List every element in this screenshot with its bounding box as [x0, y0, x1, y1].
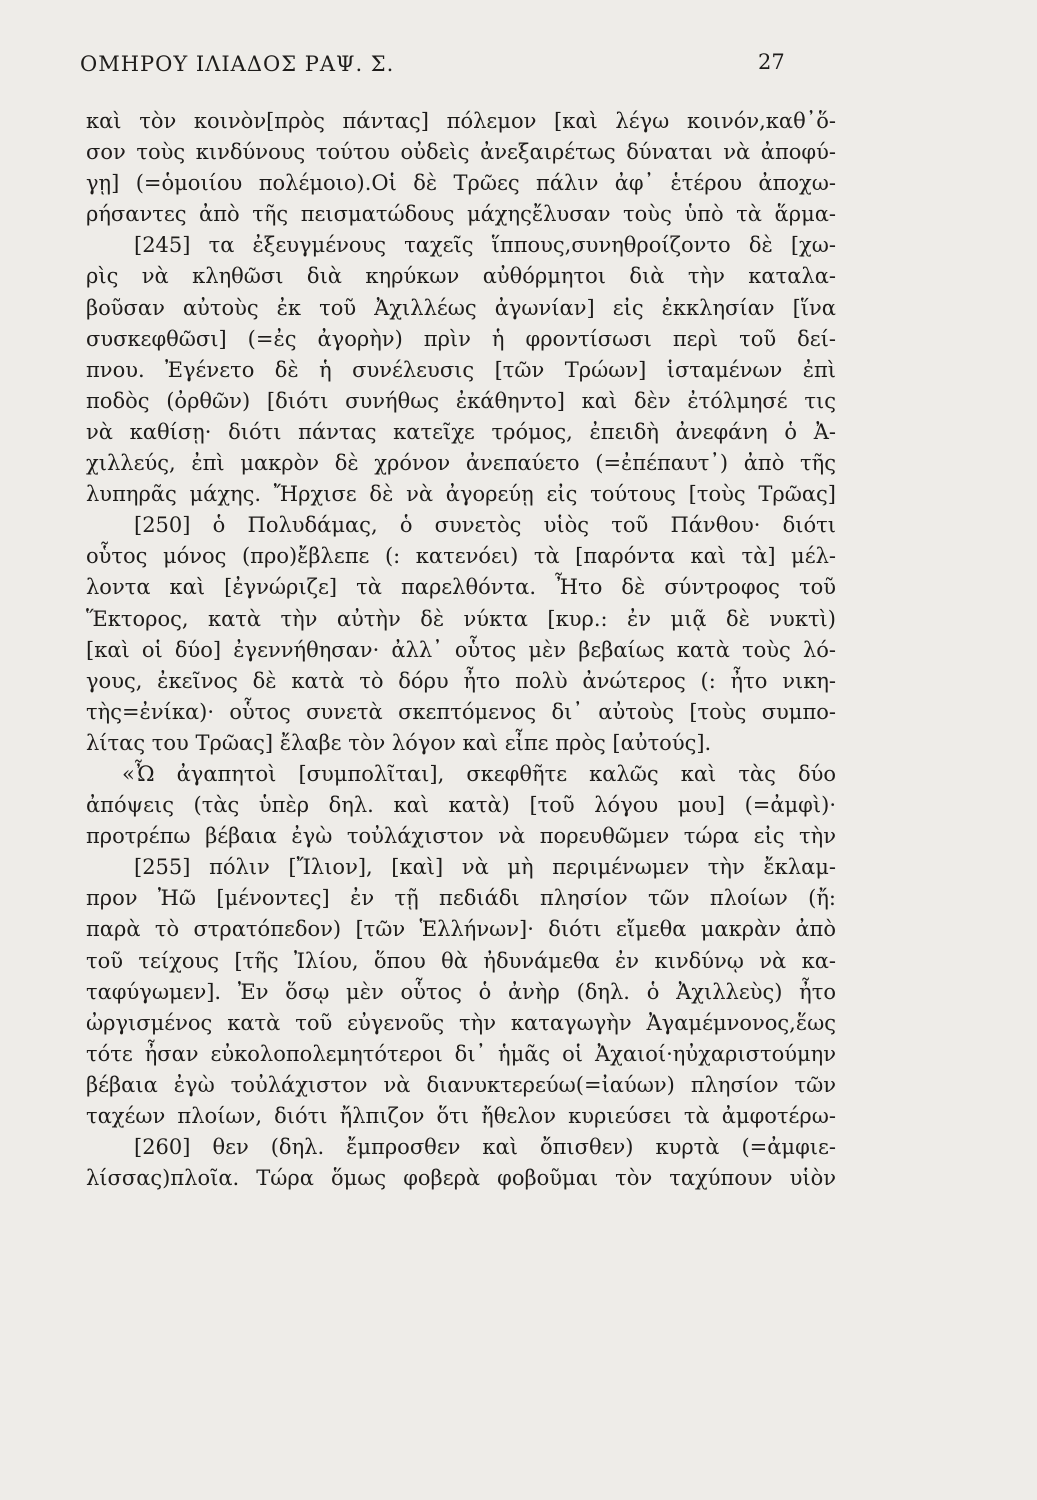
text-line: Ἕκτορος, κατὰ τὴν αὐτὴν δὲ νύκτα [κυρ.: ἐν μιᾷ δὲ νυκτὶ) [86, 606, 836, 631]
text-line: λίτας του Τρῶας] ἔλαβε τὸν λόγον καὶ εἶπε πρὸς [αὐτούς]. [86, 730, 712, 755]
text-line: σον τοὺς κινδύνους τούτου οὐδεὶς ἀνεξαιρέτως δύναται νὰ ἀποφύ- [86, 140, 836, 165]
text-line: ρὶς νὰ κληθῶσι διὰ κηρύκων αὐθόρμητοι διὰ τὴν καταλα- [86, 264, 836, 289]
text-line: βοῦσαν αὐτοὺς ἐκ τοῦ Ἀχιλλέως ἀγωνίαν] εἰς ἐκκλησίαν [ἵνα [86, 295, 836, 320]
text-line: πνου. Ἐγένετο δὲ ἡ συνέλευσις [τῶν Τρώων] ἱσταμένων ἐπὶ [86, 357, 836, 382]
text-line: [καὶ οἱ δύο] ἐγεννήθησαν· ἀλλ᾽ οὗτος μὲν βεβαίως κατὰ τοὺς λό- [86, 637, 836, 662]
text-line: γους, ἐκεῖνος δὲ κατὰ τὸ δόρυ ἦτο πολὺ ἀνώτερος (: ἦτο νικη- [86, 668, 836, 693]
text-line: ποδὸς (ὀρθῶν) [διότι συνήθως ἐκάθηντο] καὶ δὲν ἐτόλμησέ τις [86, 388, 836, 413]
text-line: οὗτος μόνος (προ)ἔβλεπε (: κατενόει) τὰ [παρόντα καὶ τὰ] μέλ- [86, 544, 836, 569]
text-line: [245] τα ἐξευγμένους ταχεῖς ἵππους,συνηθροίζοντο δὲ [χω- [134, 233, 836, 258]
text-line: συσκεφθῶσι] (=ἐς ἀγορὴν) πρὶν ἡ φροντίσωσι περὶ τοῦ δεί- [86, 326, 836, 351]
text-line: τότε ἦσαν εὐκολοπολεμητότεροι δι᾽ ἡμᾶς οἱ Ἀχαιοί·ηὐχαριστούμην [86, 1041, 836, 1066]
text-line: [260] θεν (δηλ. ἔμπροσθεν καὶ ὄπισθεν) κυρτὰ (=ἀμφιε- [134, 1135, 836, 1160]
text-line: τὴς=ἐνίκα)· οὗτος συνετὰ σκεπτόμενος δι᾽ αὐτοὺς [τοὺς συμπο- [86, 699, 836, 724]
running-head-title: ΟΜΗΡΟΥ ΙΛΙΑΔΟΣ ΡΑΨ. Σ. [80, 52, 395, 76]
text-line: λοντα καὶ [ἐγνώριζε] τὰ παρελθόντα. Ἦτο δὲ σύντροφος τοῦ [86, 575, 836, 600]
text-line: «Ὦ ἀγαπητοὶ [συμπολῖται], σκεφθῆτε καλῶς καὶ τὰς δύο [122, 761, 836, 786]
text-line: ταφύγωμεν]. Ἐν ὅσῳ μὲν οὗτος ὁ ἀνὴρ (δηλ. ὁ Ἀχιλλεὺς) ἦτο [86, 979, 836, 1004]
text-line: τοῦ τείχους [τῆς Ἰλίου, ὅπου θὰ ἠδυνάμεθα ἐν κινδύνῳ νὰ κα- [86, 948, 836, 973]
text-line: ρήσαντες ἀπὸ τῆς πεισματώδους μάχηςἔλυσαν τοὺς ὑπὸ τὰ ἅρμα- [86, 202, 836, 227]
text-line: [255] πόλιν [Ἴλιον], [καὶ] νὰ μὴ περιμένωμεν τὴν ἔκλαμ- [134, 855, 836, 880]
text-line: νὰ καθίσῃ· διότι πάντας κατεῖχε τρόμος, ἐπειδὴ ἀνεφάνη ὁ Ἀ- [86, 419, 836, 444]
text-line: βέβαια ἐγὼ τοὐλάχιστον νὰ διανυκτερεύω(=ἰαύων) πλησίον τῶν [86, 1072, 836, 1097]
text-line: ταχέων πλοίων, διότι ἤλπιζον ὅτι ἤθελον κυριεύσει τὰ ἀμφοτέρω- [86, 1104, 836, 1128]
text-line: λυπηρᾶς μάχης. Ἤρχισε δὲ νὰ ἀγορεύῃ εἰς τούτους [τοὺς Τρῶας] [86, 482, 836, 507]
text-line: προν Ἠῶ [μένοντες] ἐν τῇ πεδιάδι πλησίον τῶν πλοίων (ἤ: [86, 886, 836, 911]
text-line: προτρέπω βέβαια ἐγὼ τοὐλάχιστον νὰ πορευθῶμεν τώρα εἰς τὴν [86, 824, 836, 849]
page-number: 27 [758, 50, 785, 74]
text-body [86, 106, 836, 1194]
text-line: [250] ὁ Πολυδάμας, ὁ συνετὸς υἱὸς τοῦ Πάνθου· διότι [134, 513, 836, 538]
text-line: ὠργισμένος κατὰ τοῦ εὐγενοῦς τὴν καταγωγὴν Ἀγαμέμνονος,ἕως [86, 1010, 836, 1035]
text-line: χιλλεύς, ἐπὶ μακρὸν δὲ χρόνον ἀνεπαύετο (=ἐπέπαυτ᾽) ἀπὸ τῆς [86, 451, 836, 476]
text-line: ἀπόψεις (τὰς ὑπὲρ δηλ. καὶ κατὰ) [τοῦ λόγου μου] (=ἀμφὶ)· [86, 793, 836, 818]
text-line: καὶ τὸν κοινὸν[πρὸς πάντας] πόλεμον [καὶ λέγω κοινόν,καθ᾽ὅ- [86, 109, 836, 133]
text-line: παρὰ τὸ στρατόπεδον) [τῶν Ἑλλήνων]· διότι εἴμεθα μακρὰν ἀπὸ [86, 917, 836, 942]
text-line: λίσσας)πλοῖα. Τώρα ὅμως φοβερὰ φοβοῦμαι τὸν ταχύπουν υἱὸν [86, 1166, 836, 1191]
text-line: γῃ] (=ὁμοιίου πολέμοιο).Οἱ δὲ Τρῶες πάλιν ἀφ᾽ ἑτέρου ἀποχω- [86, 171, 836, 196]
